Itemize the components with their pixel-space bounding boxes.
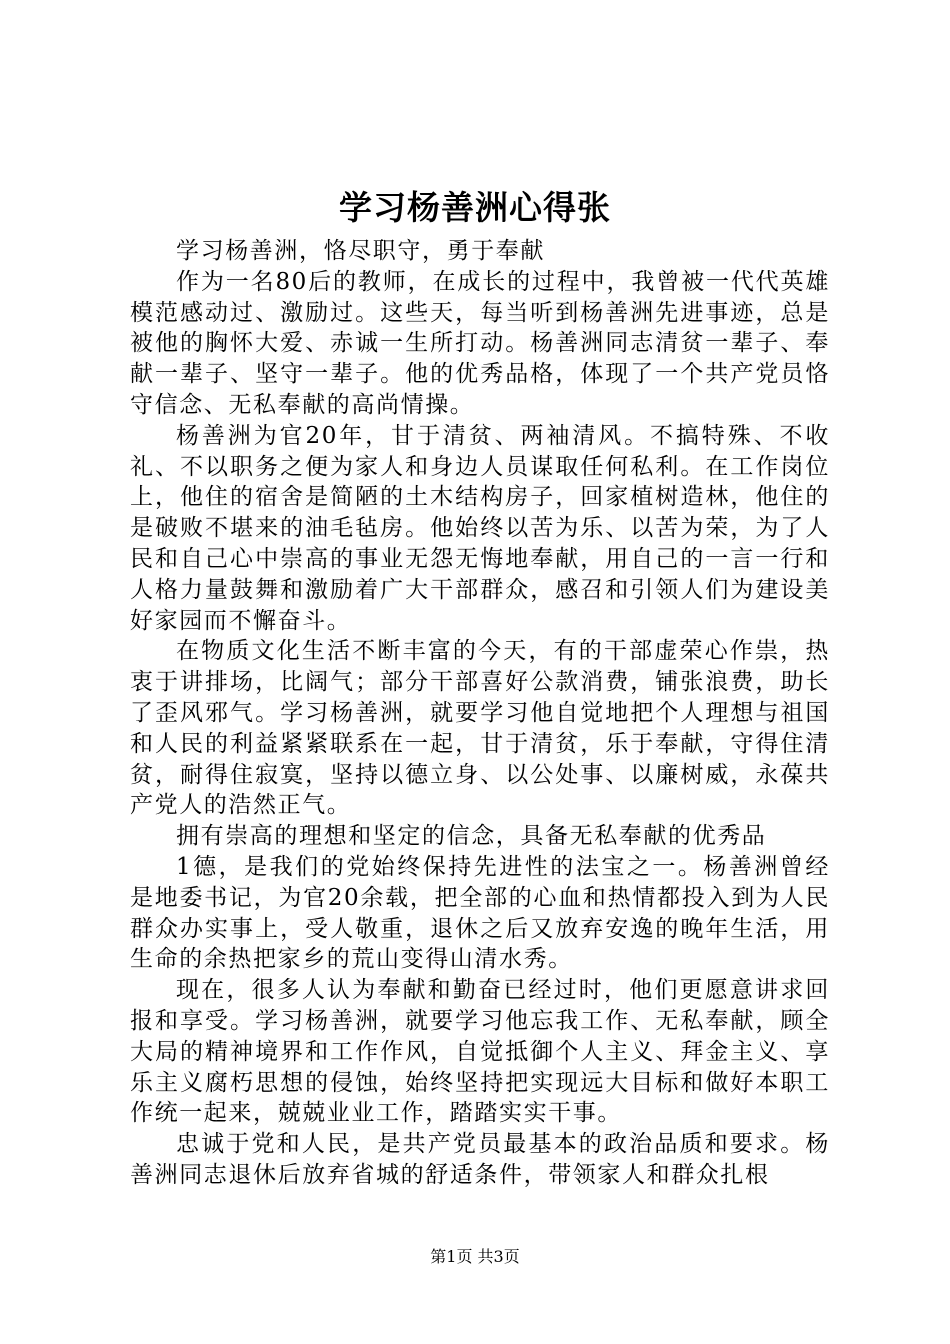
paragraph: 现在，很多人认为奉献和勤奋已经过时，他们更愿意讲求回报和享受。学习杨善洲，就要学习他忘我工作、无私奉献，顾全大局的精神境界和工作作风，自觉抵御个人主义、拜金主义、享乐主义腐朽思想的侵蚀，始终坚持把实现远大目标和做好本职工作统一起来，兢兢业业工作，踏踏实实干事。 bbox=[130, 977, 830, 1127]
document-body bbox=[130, 236, 830, 1191]
paragraph: 在物质文化生活不断丰富的今天，有的干部虚荣心作祟，热衷于讲排场，比阔气；部分干部喜好公款消费，铺张浪费，助长了歪风邪气。学习杨善洲，就要学习他自觉地把个人理想与祖国和人民的利益紧紧联系在一起，甘于清贫，乐于奉献，守得住清贫，耐得住寂寞，坚持以德立身、以公处事、以廉树威，永葆共产党人的浩然正气。 bbox=[130, 638, 830, 819]
page-number-footer: 第1页 共3页 bbox=[430, 1247, 520, 1266]
paragraph-subtitle: 学习杨善洲，恪尽职守，勇于奉献 bbox=[176, 238, 545, 264]
paragraph: 作为一名80后的教师，在成长的过程中，我曾被一代代英雄模范感动过、激励过。这些天，每当听到杨善洲先进事迹，总是被他的胸怀大爱、赤诚一生所打动。杨善洲同志清贫一辈子、奉献一辈子、坚守一辈子。他的优秀品格，体现了一个共产党员恪守信念、无私奉献的高尚情操。 bbox=[130, 268, 830, 418]
paragraph: 拥有崇高的理想和坚定的信念，具备无私奉献的优秀品 bbox=[176, 823, 767, 850]
document-title: 学习杨善洲心得张 bbox=[339, 188, 611, 227]
paragraph: 忠诚于党和人民，是共产党员最基本的政治品质和要求。杨善洲同志退休后放弃省城的舒适条件，带领家人和群众扎根 bbox=[130, 1131, 830, 1188]
paragraph: 1德，是我们的党始终保持先进性的法宝之一。杨善洲曾经是地委书记，为官20余载，把全部的心血和热情都投入到为人民群众办实事上，受人敬重，退休之后又放弃安逸的晚年生活，用生命的余热把家乡的荒山变得山清水秀。 bbox=[130, 853, 830, 973]
paragraph: 杨善洲为官20年，甘于清贫、两袖清风。不搞特殊、不收礼、不以职务之便为家人和身边人员谋取任何私利。在工作岗位上，他住的宿舍是简陋的土木结构房子，回家植树造林，他住的是破败不堪来的油毛毡房。他始终以苦为乐、以苦为荣，为了人民和自己心中崇高的事业无怨无悔地奉献，用自己的一言一行和人格力量鼓舞和激励着广大干部群众，感召和引领人们为建设美好家园而不懈奋斗。 bbox=[130, 422, 830, 634]
